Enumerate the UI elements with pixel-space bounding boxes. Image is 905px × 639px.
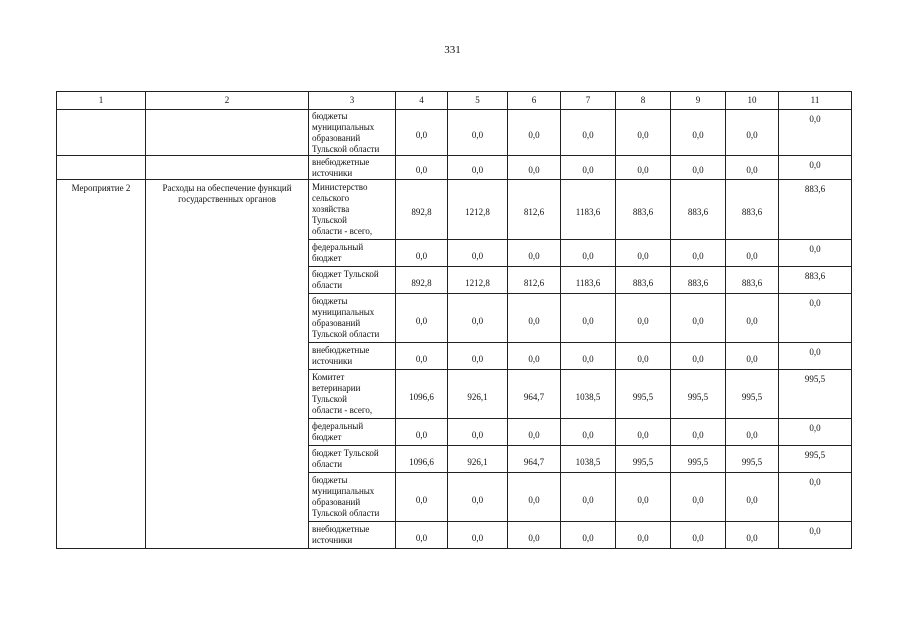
header-cell: 2 (146, 92, 309, 110)
value-cell: 964,7 (508, 446, 561, 473)
text-line: области - всего, (312, 405, 373, 415)
value-cell: 0,0 (671, 110, 726, 156)
empty-cell (146, 156, 309, 180)
value-cell: 0,0 (616, 473, 671, 522)
value-cell: 0,0 (726, 156, 779, 180)
value-cell: 0,0 (671, 522, 726, 549)
text-line: образований (312, 497, 361, 507)
funding-source-cell (309, 419, 396, 446)
text-line: источники (312, 356, 353, 366)
text-line: бюджет Тульской (312, 448, 379, 458)
value-cell: 0,0 (561, 343, 616, 370)
text-line: бюджеты (312, 296, 348, 306)
value-cell: 0,0 (616, 294, 671, 343)
header-cell: 11 (779, 92, 852, 110)
total-cell: 0,0 (779, 419, 852, 446)
event-label-cell: Мероприятие 2 (57, 180, 146, 549)
value-cell: 0,0 (448, 522, 508, 549)
total-cell: 883,6 (779, 180, 852, 240)
text-line: области - всего, (312, 226, 373, 236)
text-line: бюджет (312, 432, 342, 442)
funding-source-cell (309, 267, 396, 294)
value-cell: 1038,5 (561, 446, 616, 473)
value-cell: 0,0 (396, 240, 448, 267)
continuation-rows (57, 110, 852, 180)
empty-cell (146, 110, 309, 156)
text-line: внебюджетные (312, 156, 370, 167)
value-cell: 0,0 (561, 419, 616, 446)
text-line: образований (312, 318, 361, 328)
table-row (57, 110, 852, 156)
total-cell: 0,0 (779, 473, 852, 522)
text-line: муниципальных (312, 486, 375, 496)
value-cell: 0,0 (616, 419, 671, 446)
text-line: бюджет Тульской (312, 269, 379, 279)
total-cell: 0,0 (779, 110, 852, 156)
event-rows (57, 180, 852, 549)
text-line: федеральный (312, 242, 364, 252)
header-cell: 1 (57, 92, 146, 110)
text-line: образований (312, 132, 361, 143)
value-cell: 0,0 (508, 473, 561, 522)
value-cell: 0,0 (616, 240, 671, 267)
value-cell: 0,0 (508, 419, 561, 446)
value-cell: 0,0 (671, 156, 726, 180)
funding-source-cell (309, 180, 396, 240)
value-cell: 926,1 (448, 446, 508, 473)
value-cell: 812,6 (508, 267, 561, 294)
value-cell: 1183,6 (561, 180, 616, 240)
header-row (57, 92, 852, 110)
text-line: Тульской (312, 215, 347, 225)
page-number: 331 (444, 44, 461, 56)
text-line: хозяйства (312, 204, 350, 214)
header-cell: 4 (396, 92, 448, 110)
value-cell: 0,0 (508, 522, 561, 549)
value-cell: 0,0 (448, 343, 508, 370)
value-cell: 0,0 (508, 110, 561, 156)
value-cell: 0,0 (396, 156, 448, 180)
value-cell: 883,6 (616, 267, 671, 294)
value-cell: 0,0 (396, 343, 448, 370)
value-cell: 0,0 (671, 419, 726, 446)
value-cell: 964,7 (508, 370, 561, 419)
total-cell: 883,6 (779, 267, 852, 294)
event-description-cell (146, 180, 309, 549)
value-cell: 0,0 (671, 240, 726, 267)
value-cell: 995,5 (616, 446, 671, 473)
value-cell: 892,8 (396, 267, 448, 294)
header-cell: 3 (309, 92, 396, 110)
header-cell: 10 (726, 92, 779, 110)
value-cell: 926,1 (448, 370, 508, 419)
value-cell: 0,0 (508, 156, 561, 180)
text-line: Тульской (312, 394, 347, 404)
value-cell: 0,0 (616, 343, 671, 370)
total-cell: 0,0 (779, 156, 852, 180)
value-cell: 0,0 (726, 294, 779, 343)
value-cell: 0,0 (396, 473, 448, 522)
value-cell: 995,5 (671, 446, 726, 473)
header-cell: 7 (561, 92, 616, 110)
text-line: сельского (312, 193, 350, 203)
text-line: муниципальных (312, 121, 375, 132)
text-line: Министерство (312, 182, 368, 192)
value-cell: 0,0 (726, 343, 779, 370)
text-line: муниципальных (312, 307, 375, 317)
text-line: внебюджетные (312, 524, 370, 534)
value-cell: 0,0 (508, 294, 561, 343)
value-cell: 0,0 (561, 294, 616, 343)
table-row (57, 180, 852, 240)
value-cell: 0,0 (448, 419, 508, 446)
value-cell: 1096,6 (396, 370, 448, 419)
header-cell: 6 (508, 92, 561, 110)
text-line: ветеринарии (312, 383, 361, 393)
value-cell: 0,0 (671, 343, 726, 370)
value-cell: 995,5 (726, 370, 779, 419)
funding-source-cell (309, 343, 396, 370)
empty-cell (57, 110, 146, 156)
text-line: бюджет (312, 253, 342, 263)
value-cell: 0,0 (508, 240, 561, 267)
value-cell: 0,0 (508, 343, 561, 370)
value-cell: 0,0 (616, 110, 671, 156)
value-cell: 0,0 (448, 240, 508, 267)
value-cell: 0,0 (671, 473, 726, 522)
total-cell: 0,0 (779, 343, 852, 370)
text-line: Тульской области (312, 143, 380, 154)
empty-cell (57, 156, 146, 180)
value-cell: 883,6 (616, 180, 671, 240)
text-line: Комитет (312, 372, 345, 382)
value-cell: 0,0 (726, 240, 779, 267)
budget-table (56, 91, 852, 549)
value-cell: 0,0 (726, 419, 779, 446)
funding-source-cell (309, 446, 396, 473)
funding-source-cell (309, 370, 396, 419)
text-line: области (312, 459, 343, 469)
text-line: федеральный (312, 421, 364, 431)
value-cell: 1212,8 (448, 180, 508, 240)
text-line: области (312, 280, 343, 290)
text-line: бюджеты (312, 110, 348, 121)
funding-source-cell (309, 294, 396, 343)
value-cell: 883,6 (671, 267, 726, 294)
value-cell: 892,8 (396, 180, 448, 240)
value-cell: 995,5 (726, 446, 779, 473)
value-cell: 0,0 (671, 294, 726, 343)
value-cell: 0,0 (396, 294, 448, 343)
value-cell: 0,0 (561, 473, 616, 522)
funding-source-cell (309, 110, 396, 156)
value-cell: 1212,8 (448, 267, 508, 294)
value-cell: 883,6 (671, 180, 726, 240)
value-cell: 0,0 (561, 522, 616, 549)
value-cell: 0,0 (396, 522, 448, 549)
value-cell: 0,0 (396, 110, 448, 156)
value-cell: 1183,6 (561, 267, 616, 294)
value-cell: 0,0 (448, 294, 508, 343)
value-cell: 995,5 (616, 370, 671, 419)
value-cell: 883,6 (726, 267, 779, 294)
value-cell: 0,0 (561, 156, 616, 180)
total-cell: 0,0 (779, 522, 852, 549)
value-cell: 0,0 (561, 110, 616, 156)
funding-source-cell (309, 240, 396, 267)
value-cell: 0,0 (448, 473, 508, 522)
value-cell: 0,0 (396, 419, 448, 446)
value-cell: 0,0 (726, 522, 779, 549)
total-cell: 995,5 (779, 370, 852, 419)
table-row (57, 156, 852, 180)
text-line: источники (312, 167, 353, 178)
total-cell: 995,5 (779, 446, 852, 473)
value-cell: 0,0 (561, 240, 616, 267)
value-cell: 883,6 (726, 180, 779, 240)
text-line: государственных органов (178, 194, 276, 204)
text-line: внебюджетные (312, 345, 370, 355)
text-line: Тульской области (312, 508, 380, 518)
value-cell: 1096,6 (396, 446, 448, 473)
value-cell: 0,0 (726, 110, 779, 156)
text-line: источники (312, 535, 353, 545)
value-cell: 0,0 (726, 473, 779, 522)
funding-source-cell (309, 522, 396, 549)
text-line: Расходы на обеспечение функций (162, 183, 292, 193)
total-cell: 0,0 (779, 294, 852, 343)
value-cell: 0,0 (616, 522, 671, 549)
text-line: бюджеты (312, 475, 348, 485)
value-cell: 812,6 (508, 180, 561, 240)
funding-source-cell (309, 156, 396, 180)
funding-source-cell (309, 473, 396, 522)
value-cell: 0,0 (616, 156, 671, 180)
header-cell: 9 (671, 92, 726, 110)
value-cell: 995,5 (671, 370, 726, 419)
header-cell: 5 (448, 92, 508, 110)
header-cell: 8 (616, 92, 671, 110)
text-line: Тульской области (312, 329, 380, 339)
total-cell: 0,0 (779, 240, 852, 267)
value-cell: 0,0 (448, 156, 508, 180)
value-cell: 0,0 (448, 110, 508, 156)
value-cell: 1038,5 (561, 370, 616, 419)
